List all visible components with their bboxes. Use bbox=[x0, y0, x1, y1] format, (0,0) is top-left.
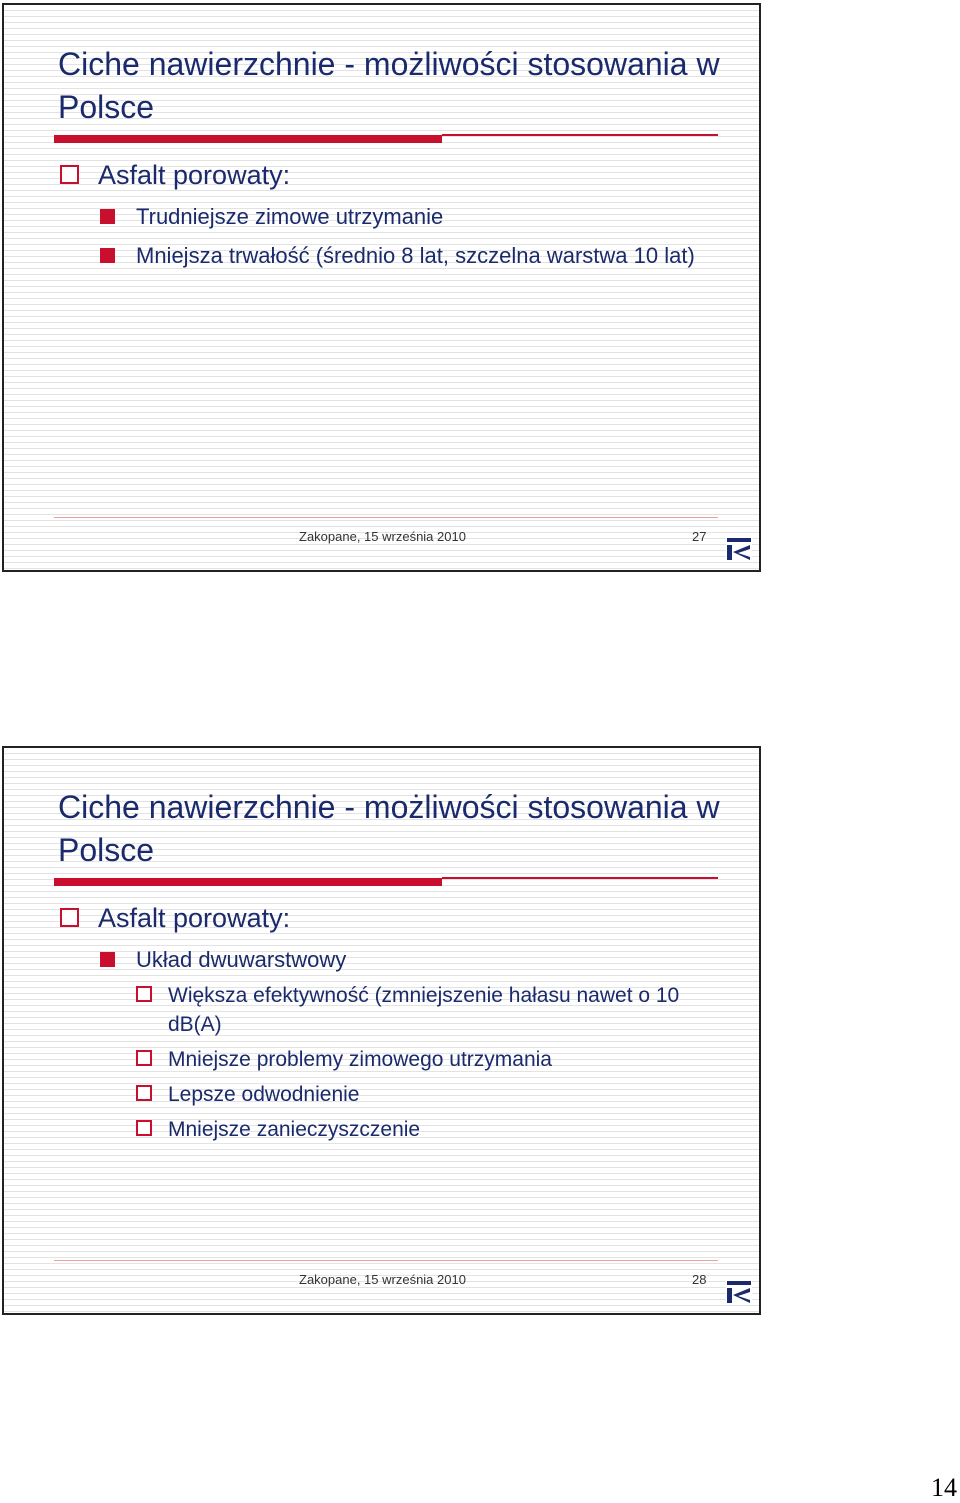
bullet-level2 bbox=[100, 239, 700, 273]
bullet-text: Lepsze odwodnienie bbox=[168, 1083, 360, 1106]
bullet-level1 bbox=[60, 902, 290, 934]
logo-icon bbox=[726, 535, 752, 561]
slide-title: Ciche nawierzchnie - możliwości stosowania w Polsce bbox=[58, 789, 720, 868]
title-rule-thin bbox=[442, 877, 718, 879]
bullet-text: Trudniejsze zimowe utrzymanie bbox=[136, 204, 444, 229]
title-rule-thick bbox=[54, 135, 442, 143]
filled-square-bullet-icon bbox=[100, 952, 115, 967]
slide-27 bbox=[2, 3, 761, 572]
slide-title: Ciche nawierzchnie - możliwości stosowania w Polsce bbox=[58, 46, 720, 125]
logo-icon bbox=[726, 1278, 752, 1304]
hollow-square-bullet-icon bbox=[136, 1085, 152, 1101]
slide-number: 27 bbox=[692, 529, 707, 544]
bullet-level1 bbox=[60, 159, 290, 191]
filled-square-bullet-icon bbox=[100, 209, 115, 224]
bullet-text: Asfalt porowaty: bbox=[98, 160, 291, 190]
bullet-text: Mniejsze problemy zimowego utrzymania bbox=[168, 1048, 552, 1071]
title-rule-thick bbox=[54, 878, 442, 886]
filled-square-bullet-icon bbox=[100, 248, 115, 263]
hollow-square-bullet-icon bbox=[60, 165, 79, 184]
bullet-level3 bbox=[136, 981, 726, 1039]
footer-date: Zakopane, 15 września 2010 bbox=[299, 529, 466, 544]
hollow-square-bullet-icon bbox=[136, 1050, 152, 1066]
bullet-level3 bbox=[136, 1045, 726, 1074]
title-rule-thin bbox=[442, 134, 718, 136]
bullet-text: Większa efektywność (zmniejszenie hałasu nawet o 10 dB(A) bbox=[168, 984, 680, 1036]
bullet-text: Mniejsza trwałość (średnio 8 lat, szczelna warstwa 10 lat) bbox=[136, 243, 695, 268]
footer-rule bbox=[54, 517, 718, 518]
page-number: 14 bbox=[931, 1473, 957, 1502]
bullet-level3 bbox=[136, 1115, 726, 1144]
bullet-text: Asfalt porowaty: bbox=[98, 903, 291, 933]
bullet-text: Układ dwuwarstwowy bbox=[136, 947, 347, 972]
bullet-level2 bbox=[100, 200, 720, 234]
footer-rule bbox=[54, 1260, 718, 1261]
bullet-text: Mniejsze zanieczyszczenie bbox=[168, 1118, 421, 1141]
footer-date: Zakopane, 15 września 2010 bbox=[299, 1272, 466, 1287]
hollow-square-bullet-icon bbox=[136, 986, 152, 1002]
hollow-square-bullet-icon bbox=[136, 1120, 152, 1136]
slide-28 bbox=[2, 746, 761, 1315]
bullet-level2 bbox=[100, 943, 720, 977]
slide-number: 28 bbox=[692, 1272, 707, 1287]
hollow-square-bullet-icon bbox=[60, 908, 79, 927]
bullet-level3 bbox=[136, 1080, 726, 1109]
